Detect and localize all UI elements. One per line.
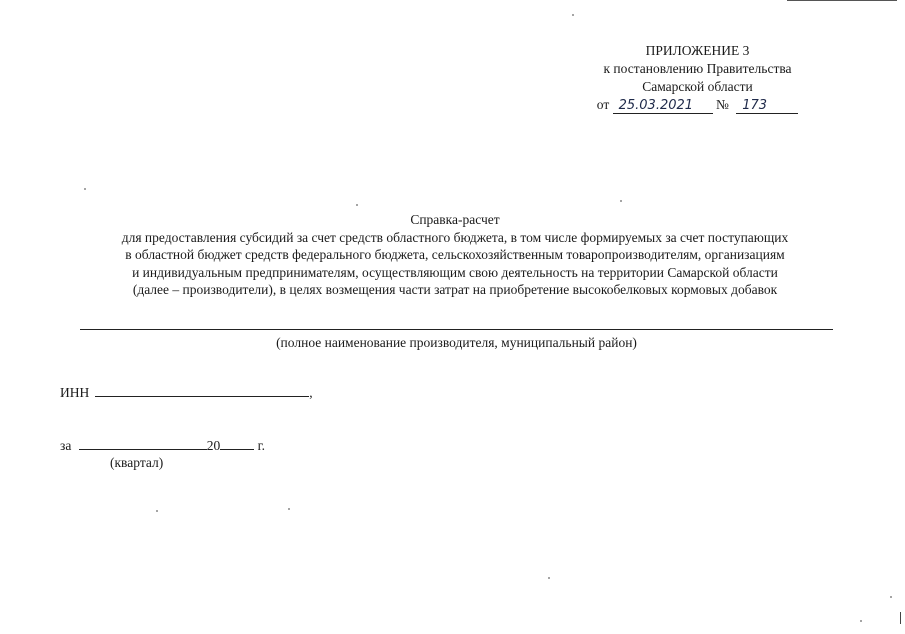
- quarter-caption: (квартал): [110, 455, 164, 470]
- description-line: (далее – производители), в целях возмещения части затрат на приобретение высокобелковых кормовых добавок: [132, 282, 778, 297]
- producer-name-caption: (полное наименование производителя, муниципальный район): [276, 335, 637, 350]
- description-line: и индивидуальным предпринимателям, осуществляющим свою деятельность на территории Самарской области: [132, 264, 778, 280]
- scan-speck: [156, 510, 158, 512]
- edge-mark: [900, 612, 901, 624]
- scan-speck: [890, 596, 892, 598]
- date-prefix: от: [596, 97, 610, 112]
- year-prefix: 20: [206, 438, 221, 453]
- description-line: для предоставления субсидий за счет средств областного бюджета, в том числе формируемых за счет поступающих: [121, 229, 789, 245]
- producer-name-field-line[interactable]: [80, 329, 833, 330]
- appendix-line-1: к постановлению Правительства: [603, 61, 792, 76]
- scan-speck: [356, 204, 358, 206]
- year-suffix: г.: [257, 438, 265, 453]
- inn-field-line[interactable]: [95, 384, 309, 397]
- appendix-header: [570, 42, 825, 114]
- appendix-date-number-line: [570, 96, 825, 114]
- scan-speck: [288, 508, 290, 510]
- quarter-field-line[interactable]: [79, 437, 207, 450]
- scan-speck: [620, 200, 622, 202]
- handwritten-number: 173: [736, 99, 798, 114]
- scan-speck: [860, 620, 862, 622]
- document-title-block: [40, 211, 870, 299]
- top-edge-rule: [787, 0, 897, 1]
- inn-row: [60, 384, 313, 401]
- year-field-line[interactable]: [220, 437, 254, 450]
- scan-speck: [84, 188, 86, 190]
- scan-speck: [548, 577, 550, 579]
- scan-speck: [572, 14, 574, 16]
- handwritten-date: 25.03.2021: [613, 99, 713, 114]
- period-row: [60, 437, 265, 454]
- inn-suffix: ,: [309, 385, 313, 400]
- number-prefix: №: [715, 97, 729, 112]
- appendix-heading: ПРИЛОЖЕНИЕ 3: [645, 43, 750, 58]
- period-prefix: за: [60, 438, 72, 453]
- appendix-line-2: Самарской области: [642, 79, 753, 94]
- inn-label: ИНН: [60, 385, 90, 400]
- description-line: в областной бюджет средств федерального бюджета, сельскохозяйственным товаропроизводителям, организациям: [125, 247, 785, 262]
- document-title: Справка-расчет: [410, 212, 500, 227]
